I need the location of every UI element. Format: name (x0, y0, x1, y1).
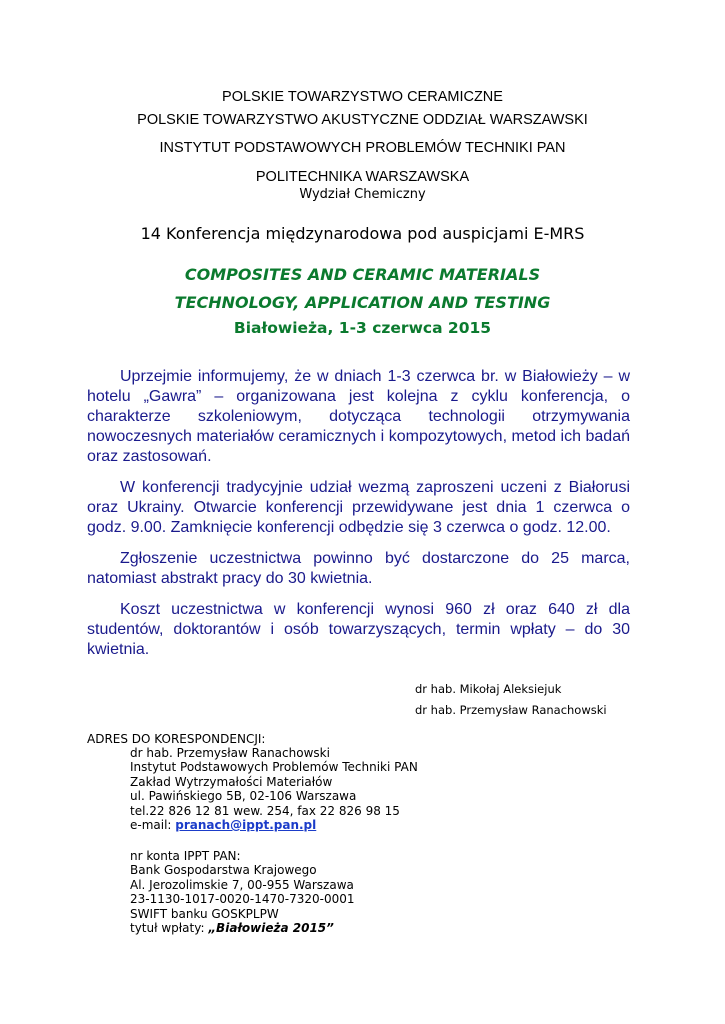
address-name: dr hab. Przemysław Ranachowski (130, 746, 330, 760)
org-faculty: Wydział Chemiczny (299, 187, 426, 202)
bank-account-number: 23-1130-1017-0020-1470-7320-0001 (130, 892, 355, 907)
transfer-label: tytuł wpłaty: (130, 920, 209, 935)
paragraph-guests: W konferencji tradycyjnie udział wezmą zaproszeni uczeni z Białorusi oraz Ukrainy. Otwarcie konferencji przewidywane jest dnia 1 czerwca o godz. 9.00. Zamknięcie konferencji odbędzie się 3 czerwca o godz. 12.00. (87, 479, 630, 536)
letter-body (87, 367, 630, 671)
correspondence-address (130, 746, 418, 832)
bank-name: Bank Gospodarstwa Krajowego (130, 863, 317, 878)
transfer-title-line (130, 921, 354, 935)
bank-details (130, 849, 354, 935)
conference-title-line2: TECHNOLOGY, APPLICATION AND TESTING (174, 293, 551, 312)
address-street: ul. Pawińskiego 5B, 02-106 Warszawa (130, 789, 357, 804)
org-acoustic-society: POLSKIE TOWARZYSTWO AKUSTYCZNE ODDZIAŁ WARSZAWSKI (137, 112, 588, 128)
paragraph-intro: Uprzejmie informujemy, że w dniach 1-3 czerwca br. w Białowieży – w hotelu „Gawra” – organizowana jest kolejna z cyklu konferencja, o charakterze szkoleniowym, dotycząca technologii otrzymywania nowoczesnych materiałów ceramicznych i kompozytowych, metod ich badań oraz zastosowań. (87, 368, 630, 465)
bank-swift: SWIFT banku GOSKPLPW (130, 906, 279, 921)
conference-place-date: Białowieża, 1-3 czerwca 2015 (233, 319, 492, 337)
conference-title-line1: COMPOSITES AND CERAMIC MATERIALS (184, 265, 541, 284)
org-ippt-pan: INSTYTUT PODSTAWOWYCH PROBLEMÓW TECHNIKI PAN (159, 140, 566, 156)
email-link[interactable]: pranach@ippt.pan.pl (175, 817, 317, 832)
bank-address: Al. Jerozolimskie 7, 00-955 Warszawa (130, 877, 354, 892)
signature-aleksiejuk: dr hab. Mikołaj Aleksiejuk (415, 682, 562, 696)
address-institute: Instytut Podstawowych Problemów Techniki PAN (130, 760, 418, 775)
org-ceramic-society: POLSKIE TOWARZYSTWO CERAMICZNE (222, 89, 503, 105)
transfer-title: „Białowieża 2015” (208, 920, 334, 935)
paragraph-fee: Koszt uczestnictwa w konferencji wynosi 960 zł oraz 640 zł dla studentów, doktorantów i osób towarzyszących, termin wpłaty – do 30 kwietnia. (87, 601, 630, 658)
conference-subtitle: 14 Konferencja międzynarodowa pod auspicjami E-MRS (140, 224, 585, 243)
signature-ranachowski: dr hab. Przemysław Ranachowski (415, 703, 607, 717)
address-department: Zakład Wytrzymałości Materiałów (130, 774, 333, 789)
address-phone: tel.22 826 12 81 wew. 254, fax 22 826 98 15 (130, 803, 400, 818)
org-warsaw-university: POLITECHNIKA WARSZAWSKA (255, 169, 470, 185)
email-label: e-mail: (130, 817, 176, 832)
address-email-line (130, 818, 418, 832)
address-heading: ADRES DO KORESPONDENCJI: (87, 732, 266, 746)
paragraph-registration: Zgłoszenie uczestnictwa powinno być dostarczone do 25 marca, natomiast abstrakt pracy do 30 kwietnia. (87, 550, 630, 587)
bank-account-label: nr konta IPPT PAN: (130, 849, 241, 863)
